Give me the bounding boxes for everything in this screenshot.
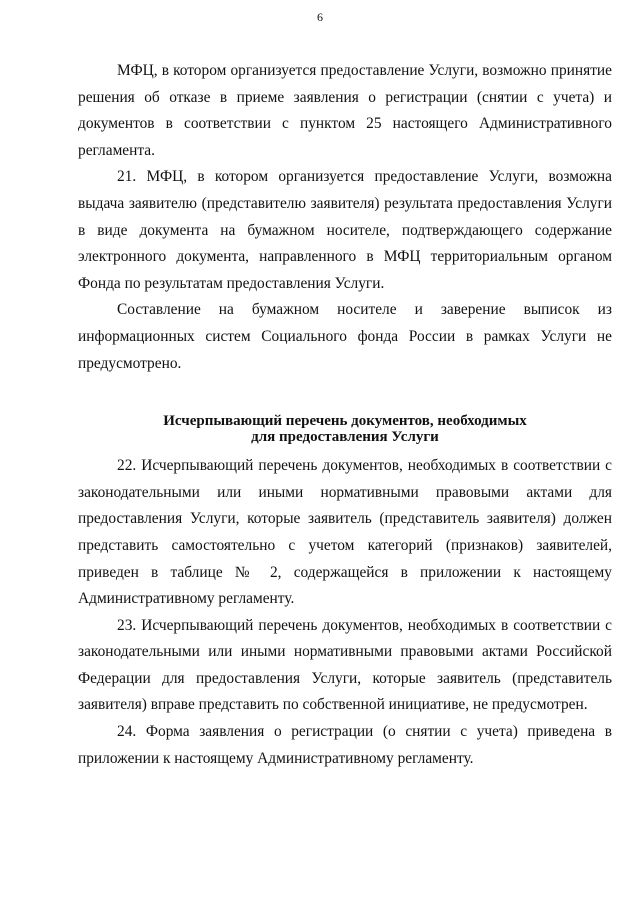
paragraph-23: 23. Исчерпывающий перечень документов, необходимых в соответствии с законодательными или иными нормативными правовыми актами Российской Федерации для предоставления Услуги, которые заявитель (представитель заявителя) вправе представить по собственной инициативе, не предусмотрен.: [78, 616, 612, 714]
paragraph-mfc-refusal: МФЦ, в котором организуется предоставление Услуги, возможно принятие решения об отказе в приеме заявления о регистрации (снятии с учета) и документов в соответствии с пунктом 25 настоящего Административного регламента.: [78, 62, 612, 159]
paragraph-21: 21. МФЦ, в котором организуется предоставление Услуги, возможна выдача заявителю (представителю заявителя) результата предоставления Услуги в виде документа на бумажном носителе, подтверждающего содержание электронного документа, направленного в МФЦ территориальным органом Фонда по результатам предоставления Услуги.: [78, 168, 612, 292]
section-heading-line-2: для предоставления Услуги: [251, 429, 439, 446]
paragraph-certification: Составление на бумажном носителе и заверение выписок из информационных систем Социального фонда России в рамках Услуги не предусмотрено.: [78, 301, 612, 372]
section-heading-line-1: Исчерпывающий перечень документов, необходимых: [163, 413, 527, 430]
paragraph-24: 24. Форма заявления о регистрации (о снятии с учета) приведена в приложении к настоящему Административному регламенту.: [78, 723, 612, 767]
paragraph-22: 22. Исчерпывающий перечень документов, необходимых в соответствии с законодательными или иными нормативными правовыми актами для предоставления Услуги, которые заявитель (представитель заявителя) должен представить самостоятельно с учетом категорий (признаков) заявителей, приведен в таблице № 2, содержащейся в приложении к настоящему Административному регламенту.: [78, 457, 612, 608]
page-number: 6: [317, 10, 323, 24]
section-heading: [78, 413, 612, 445]
document-body: [78, 58, 612, 772]
